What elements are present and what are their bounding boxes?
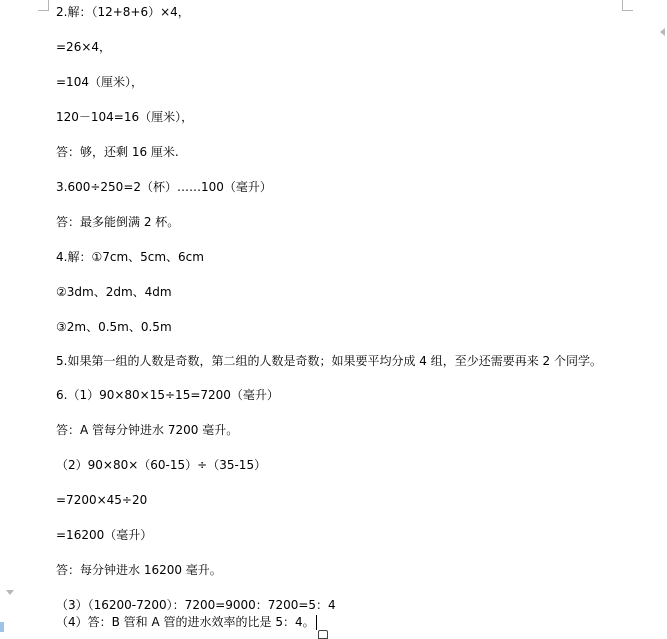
- text-line[interactable]: （2）90×80×（60-15）÷（35-15）: [56, 458, 267, 472]
- text-line[interactable]: 答：够，还剩 16 厘米.: [56, 145, 179, 159]
- collapse-arrow-icon[interactable]: [6, 590, 14, 595]
- cursor-handle-icon[interactable]: [318, 630, 328, 639]
- text-line[interactable]: （4）答：B 管和 A 管的进水效率的比是 5：4。: [56, 615, 315, 629]
- text-line[interactable]: =16200（毫升）: [56, 528, 153, 542]
- text-line[interactable]: 4.解：①7cm、5cm、6cm: [56, 250, 204, 264]
- text-line[interactable]: 3.600÷250=2（杯）……100（毫升）: [56, 180, 272, 194]
- side-panel-edge: [0, 622, 4, 632]
- text-line[interactable]: ②3dm、2dm、4dm: [56, 285, 172, 299]
- page-corner-mark-right: [622, 0, 633, 11]
- text-line[interactable]: ③2m、0.5m、0.5m: [56, 320, 172, 334]
- text-line[interactable]: 2.解：（12+8+6）×4，: [56, 5, 190, 19]
- text-line[interactable]: 6.（1）90×80×15÷15=7200（毫升）: [56, 388, 279, 402]
- scroll-arrow-icon[interactable]: [660, 28, 665, 36]
- text-line[interactable]: =26×4，: [56, 40, 112, 54]
- text-line[interactable]: 答：最多能倒满 2 杯。: [56, 215, 180, 229]
- text-line[interactable]: 120－104=16（厘米），: [56, 110, 194, 124]
- text-line[interactable]: =7200×45÷20: [56, 493, 148, 507]
- text-paragraph[interactable]: 5.如果第一组的人数是奇数，第二组的人数是奇数；如果要平均分成 4 组，至少还需要再来 2 个同学。: [56, 354, 602, 368]
- text-line[interactable]: （3）（16200-7200）：7200=9000：7200=5：4: [56, 598, 336, 612]
- text-line[interactable]: =104（厘米），: [56, 75, 143, 89]
- text-line[interactable]: 答：每分钟进水 16200 毫升。: [56, 563, 222, 577]
- text-line[interactable]: 答：A 管每分钟进水 7200 毫升。: [56, 423, 239, 437]
- text-cursor: [316, 615, 317, 630]
- page-corner-mark-left: [38, 0, 49, 11]
